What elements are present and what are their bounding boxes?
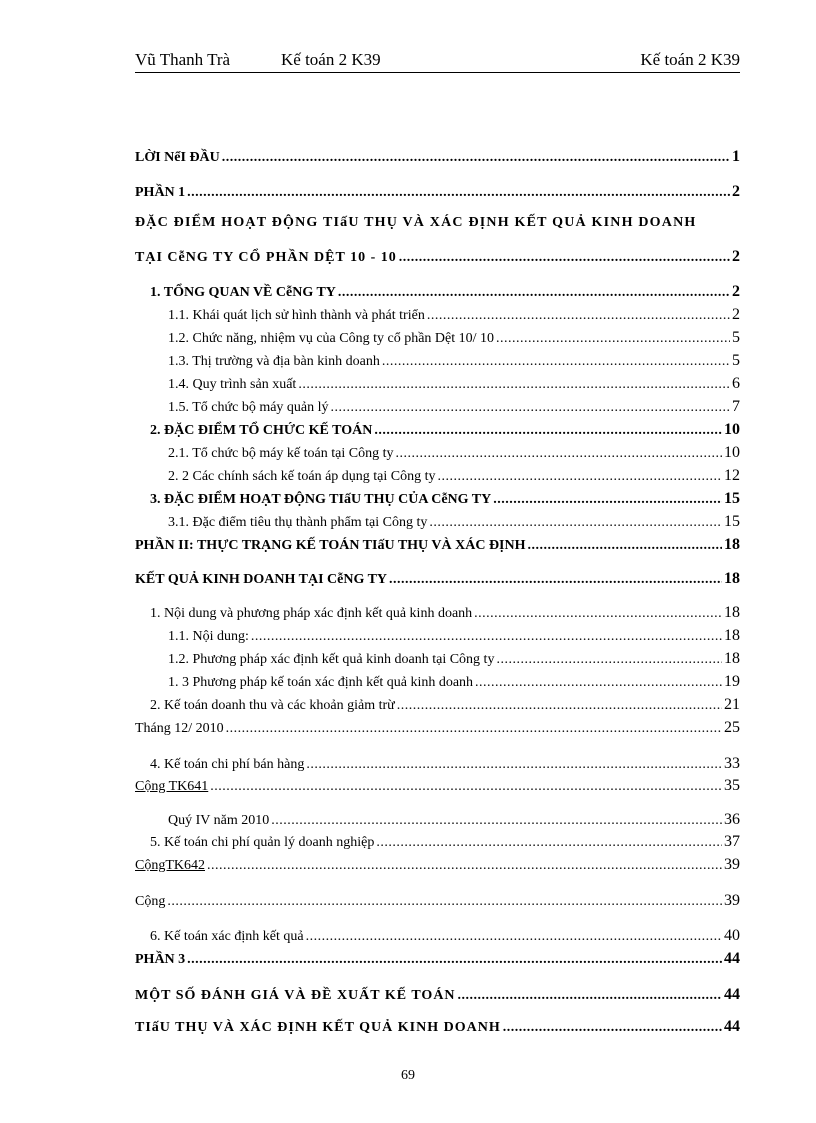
toc-entry[interactable]: PHẦN II: THỰC TRẠNG KẾ TOÁN TIấU THỤ VÀ XÁC ĐỊNH ..... 18 — [135, 536, 740, 556]
toc-entry[interactable]: 2. ĐẶC ĐIỂM TỔ CHỨC KẾ TOÁN ..... 10 — [150, 421, 740, 441]
toc-entry[interactable]: PHẦN 3 ..... 44 — [135, 950, 740, 970]
toc-entry[interactable]: TẠI CễNG TY CỔ PHẦN DỆT 10 - 10 ..... 2 — [135, 248, 740, 268]
toc-entry[interactable]: 1. 3 Phương pháp kế toán xác định kết quả kinh doanh ..... 19 — [168, 673, 740, 693]
toc-entry[interactable]: 1.5. Tổ chức bộ máy quản lý ..... 7 — [168, 398, 740, 418]
toc-entry[interactable]: Cộng ..... 39 — [135, 892, 740, 912]
toc-entry[interactable]: 1.1. Nội dung: ..... 18 — [168, 627, 740, 647]
toc-entry[interactable]: 1.1. Khái quát lịch sử hình thành và phát triển ..... 2 — [168, 306, 740, 326]
toc-entry[interactable]: LỜI NểI ĐẦU ..... 1 — [135, 148, 740, 168]
toc-entry[interactable]: 1. TỔNG QUAN VỀ CễNG TY ..... 2 — [150, 283, 740, 303]
toc-entry[interactable]: Cộng TK641 ..... 35 — [135, 777, 740, 797]
toc-entry[interactable]: TIấU THỤ VÀ XÁC ĐỊNH KẾT QUẢ KINH DOANH ..... 44 — [135, 1018, 740, 1038]
toc-entry[interactable]: 2. Kế toán doanh thu và các khoản giảm trừ ..... 21 — [150, 696, 740, 716]
toc-entry[interactable]: Tháng 12/ 2010 ..... 25 — [135, 719, 740, 739]
header-course-left: Kế toán 2 K39 — [281, 50, 381, 69]
toc-entry[interactable]: 3. ĐẶC ĐIỂM HOẠT ĐỘNG TIấU THỤ CỦA CễNG TY ..... 15 — [150, 490, 740, 510]
toc-entry[interactable]: 1.2. Phương pháp xác định kết quả kinh doanh tại Công ty ..... 18 — [168, 650, 740, 670]
toc-entry[interactable]: PHẦN 1 ..... 2 — [135, 183, 740, 203]
toc-entry[interactable]: 1.2. Chức năng, nhiệm vụ của Công ty cổ phần Dệt 10/ 10 ..... 5 — [168, 329, 740, 349]
toc-entry[interactable]: 1.4. Quy trình sản xuất ..... 6 — [168, 375, 740, 395]
toc-entry[interactable]: 2. 2 Các chính sách kế toán áp dụng tại Công ty ..... 12 — [168, 467, 740, 487]
page-header — [135, 50, 740, 73]
toc-entry[interactable]: 4. Kế toán chi phí bán hàng ..... 33 — [150, 755, 740, 775]
toc-entry[interactable]: MỘT SỐ ĐÁNH GIÁ VÀ ĐỀ XUẤT KẾ TOÁN ..... 44 — [135, 986, 740, 1006]
toc-entry[interactable]: 3.1. Đặc điểm tiêu thụ thành phẩm tại Công ty ..... 15 — [168, 513, 740, 533]
toc-entry[interactable]: 6. Kế toán xác định kết quả ..... 40 — [150, 927, 740, 947]
toc-entry[interactable]: 5. Kế toán chi phí quản lý doanh nghiệp ..... 37 — [150, 833, 740, 853]
header-course-right: Kế toán 2 K39 — [640, 50, 740, 69]
toc-entry[interactable]: Quý IV năm 2010 ..... 36 — [168, 811, 740, 831]
toc-entry[interactable]: CộngTK642 ..... 39 — [135, 856, 740, 876]
header-author: Vũ Thanh Trà — [135, 50, 231, 69]
page-number: 69 — [401, 1068, 415, 1083]
toc-entry[interactable]: 1. Nội dung và phương pháp xác định kết quả kinh doanh ..... 18 — [150, 604, 740, 624]
toc-entry[interactable]: 1.3. Thị trường và địa bàn kinh doanh ..... 5 — [168, 352, 740, 372]
toc-heading: ĐẶC ĐIỂM HOẠT ĐỘNG TIấU THỤ VÀ XÁC ĐỊNH KẾT QUẢ KINH DOANH — [135, 215, 697, 230]
toc-entry[interactable]: 2.1. Tổ chức bộ máy kế toán tại Công ty ..... 10 — [168, 444, 740, 464]
toc-entry[interactable]: KẾT QUẢ KINH DOANH TẠI CễNG TY ..... 18 — [135, 570, 740, 590]
